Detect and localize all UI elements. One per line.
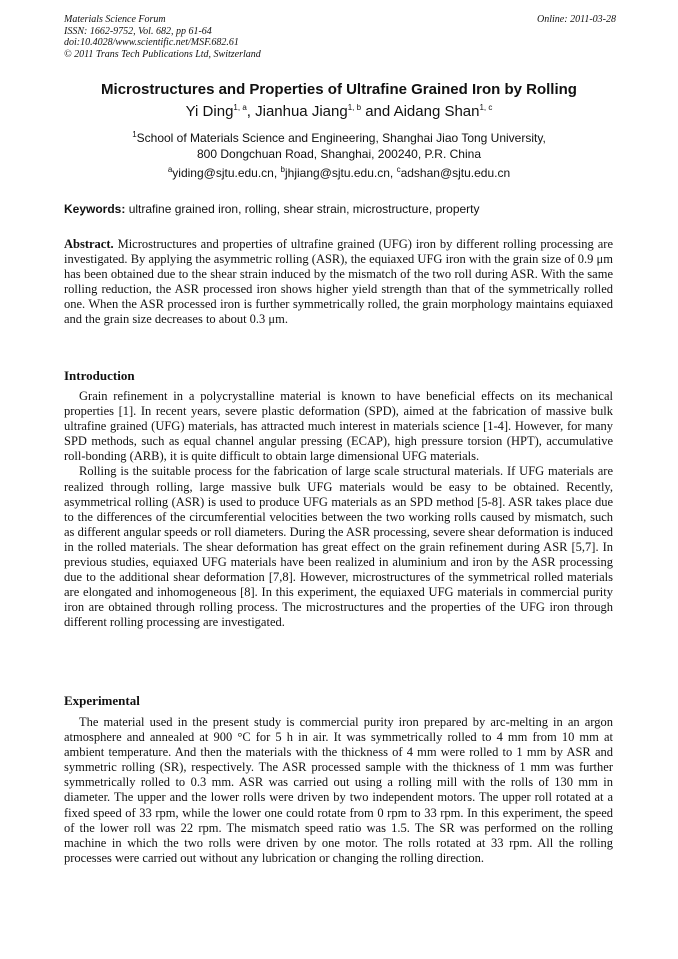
journal-name: Materials Science Forum — [64, 14, 166, 25]
paragraph: Grain refinement in a polycrystalline material is known to have beneficial effects on its mechanical properties [1]. In recent years, severe plastic deformation (SPD), aimed at the fabrication of massive bulk ultrafine grained (UFG) materials, has attracted much interest in materials science [1-4]. However, for many SPD methods, such as equal channel angular pressing (ECAP), high pressure torsion (HPT), accumulative roll-bonding (ARB), it is quite difficult to obtain large dimensional UFG materials. — [64, 389, 613, 464]
email-sup: b — [280, 165, 285, 174]
copyright-line: © 2011 Trans Tech Publications Ltd, Switzerland — [64, 48, 261, 60]
doi-line: doi:10.4028/www.scientific.net/MSF.682.61 — [64, 37, 239, 48]
author-sup: 1, a — [233, 103, 247, 112]
journal-header — [64, 14, 616, 60]
section-heading-experimental: Experimental — [64, 693, 140, 708]
email-address[interactable]: adshan@sjtu.edu.cn — [400, 166, 511, 180]
author-sup: 1, b — [347, 103, 362, 112]
keywords-text: ultrafine grained iron, rolling, shear strain, microstructure, property — [125, 202, 480, 216]
paragraph: The material used in the present study is commercial purity iron prepared by arc-melting in an argon atmosphere and annealed at 900 °C for 5 h in air. It was symmetrically rolled to 4 mm from 10 mm at ambient temperature. And then the materials with the thickness of 4 mm were rolled to 1 mm by ASR and symmetric rolling (SR), respectively. The ASR processed sample with the thickness of 1 mm was further symmetrically rolled to 0.3 mm. ASR was carried out using a rolling mill with the rolls of 130 mm in diameter. The upper and the lower rolls were driven by two independent motors. The upper roll rotated at a fixed speed of 33 rpm, while the lower one could rotate from 0 rpm to 33 rpm. In this experiment, the speed of the lower roll was 22 rpm. The mismatch speed ratio was 1.5. The SR was performed on the rolling machine in which the two rolls were driven by one motor. The rolls rotated at 33 rpm. All the rolling processes were carried out without any lubrication or changing the rolling direction. — [64, 715, 613, 865]
affiliation-sup: 1 — [132, 130, 137, 139]
email-sup: a — [167, 165, 173, 174]
section-heading-introduction: Introduction — [64, 368, 135, 383]
author-name: Jianhua Jiang — [255, 103, 348, 120]
online-date: Online: 2011-03-28 — [537, 14, 616, 25]
author-name: Aidang Shan — [393, 103, 480, 120]
paper-title: Microstructures and Properties of Ultrafine Grained Iron by Rolling — [101, 81, 577, 98]
email-list: $^a$yiding@sjtu.edu.cn, $^b$jhjiang@sjtu.edu.cn, $^c$adshan@sjtu.edu.cn — [167, 165, 511, 180]
experimental-body — [64, 715, 613, 866]
keywords-label: Keywords: — [64, 202, 126, 216]
paragraph: Rolling is the suitable process for the fabrication of large scale structural materials. If UFG materials are realized through rolling, large massive bulk UFG materials would be easy to be obtained. Recently, asymmetrical rolling (ASR) is used to produce UFG materials as an SPD method [5-8]. ASR takes place due to the differences of the circumferential velocities between the two working rolls caused by mismatch, such as different angular speeds or roll diameters. During the ASR processing, severe shear deformation is induced in the rolled materials. The shear deformation has great effect on the grain refinement during ASR [5,7]. In previous studies, equiaxed UFG materials have been realized in aluminium and iron by the ASR processing due to the additional shear deformation [7,8]. However, microstructures of the symmetrical rolled materials are elongated and inhomogeneous [8]. In this experiment, the equiaxed UFG materials in commercial purity iron are obtained through rolling process. The microstructures and the properties of the UFG iron through different rolling processing are investigated. — [64, 464, 613, 630]
affiliation-line-1: School of Materials Science and Engineering, Shanghai Jiao Tong University, — [136, 131, 546, 145]
abstract-text: Microstructures and properties of ultrafine grained (UFG) iron by different rolling processing are investigated. By applying the asymmetric rolling (ASR), the equiaxed UFG iron with the grain size of 0.9 μm has been obtained due to the shear strain induced by the mismatch of the two roll during ASR. With the same rolling reduction, the ASR processed iron shows higher yield strength than that of the symmetrically rolled one. When the ASR processed iron is further symmetrically rolled, the grain morphology maintains equiaxed and the grain size decreases to about 0.3 μm. — [64, 237, 613, 327]
email-sup: c — [396, 165, 401, 174]
issn-line: ISSN: 1662-9752, Vol. 682, pp 61-64 — [64, 25, 212, 37]
email-address[interactable]: yiding@sjtu.edu.cn — [172, 166, 274, 180]
abstract-label: Abstract. — [64, 237, 114, 251]
author-sup: 1, c — [479, 103, 493, 112]
author-list — [40, 102, 638, 122]
author-name: Yi Ding — [185, 103, 234, 120]
introduction-body — [64, 389, 613, 631]
email-address[interactable]: jhjiang@sjtu.edu.cn — [284, 166, 390, 180]
author-separator: and — [361, 103, 394, 120]
affiliation — [60, 130, 618, 162]
author-separator: , — [246, 103, 256, 120]
keywords — [64, 201, 616, 217]
abstract — [64, 237, 613, 328]
affiliation-line-2: 800 Dongchuan Road, Shanghai, 200240, P.R. China — [197, 147, 481, 161]
